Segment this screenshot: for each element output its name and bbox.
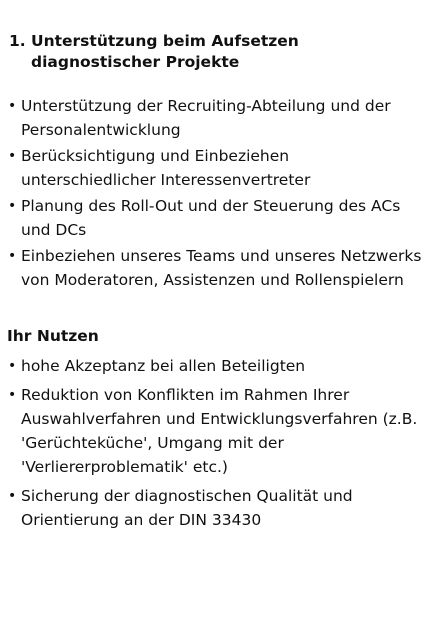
list-item-text: Sicherung der diagnostischen Qualität und Orientierung an der DIN 33430 — [21, 487, 353, 529]
list-item — [8, 484, 428, 532]
list-item — [8, 94, 428, 142]
nutzen-heading: Ihr Nutzen — [7, 327, 99, 345]
bullet-icon: • — [8, 98, 17, 114]
list-item-text: hohe Akzeptanz bei allen Beteiligten — [21, 357, 306, 375]
section-heading — [9, 31, 429, 73]
bullet-icon: • — [8, 387, 17, 403]
list-item-text: Einbeziehen unseres Teams und unseres Netzwerks von Moderatoren, Assistenzen und Rollenspielern — [21, 247, 422, 289]
list-item-text: Berücksichtigung und Einbeziehen unterschiedlicher Interessenvertreter — [21, 147, 311, 189]
list-item — [8, 194, 428, 242]
list-item-text: Reduktion von Konflikten im Rahmen Ihrer Auswahlverfahren und Entwicklungsverfahren (z.B. 'Gerüchteküche', Umgang mit der 'Verliererproblematik' etc.) — [21, 386, 418, 476]
list-item — [8, 144, 428, 192]
bullet-icon: • — [8, 358, 17, 374]
bullet-icon: • — [8, 488, 17, 504]
bullet-icon: • — [8, 248, 17, 264]
list-item — [8, 383, 428, 479]
services-list — [8, 94, 428, 294]
list-item — [8, 354, 428, 378]
benefits-list — [8, 354, 428, 537]
section-number: 1. — [9, 32, 26, 50]
section-title: Unterstützung beim Aufsetzen diagnostischer Projekte — [31, 32, 299, 71]
bullet-icon: • — [8, 198, 17, 214]
bullet-icon: • — [8, 148, 17, 164]
list-item-text: Planung des Roll-Out und der Steuerung des ACs und DCs — [21, 197, 401, 239]
list-item-text: Unterstützung der Recruiting-Abteilung und der Personalentwicklung — [21, 97, 391, 139]
list-item — [8, 244, 428, 292]
